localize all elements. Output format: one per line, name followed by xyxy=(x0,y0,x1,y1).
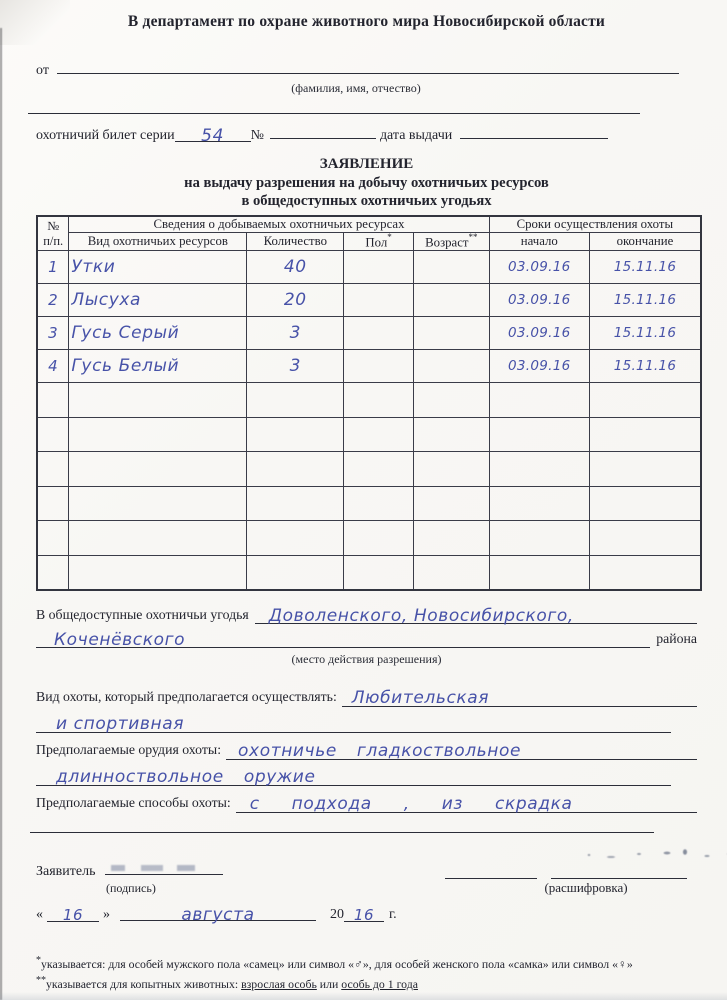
cell-quantity: 20 xyxy=(247,284,344,317)
cell-quantity: 40 xyxy=(247,251,344,284)
erased-name-smudge xyxy=(581,847,727,861)
cell-age-empty xyxy=(413,452,489,487)
cell-row-number-empty xyxy=(37,486,69,521)
cell-start-date-empty xyxy=(489,383,589,418)
methods-value: с подхода , из скрадка xyxy=(249,793,573,814)
cell-sex-empty xyxy=(344,486,414,521)
table-row-empty xyxy=(37,417,701,452)
issue-date-label: дата выдачи xyxy=(379,128,453,143)
methods-row xyxy=(36,794,697,813)
hunt-type-field-line1 xyxy=(342,688,697,707)
cell-sex xyxy=(344,251,414,284)
weapons-field-line2 xyxy=(36,767,671,786)
cell-sex-empty xyxy=(344,452,414,487)
cell-resource-type: Лысуха xyxy=(69,284,247,317)
weapons-field-line1 xyxy=(226,741,697,760)
cell-quantity-empty xyxy=(247,521,344,556)
grounds-row-1 xyxy=(36,606,697,624)
cell-age xyxy=(413,284,489,317)
decode-hint: (расшифровка) xyxy=(544,879,628,895)
cell-sex-empty xyxy=(344,521,414,556)
signature-left xyxy=(36,859,266,896)
weapons-label: Предполагаемые орудия охоты: xyxy=(36,741,222,757)
year-field xyxy=(344,906,384,922)
cell-start-date-empty xyxy=(489,486,589,521)
from-field-line xyxy=(57,58,679,74)
cell-end-date: 15.11.16 xyxy=(589,350,701,383)
cell-sex-empty xyxy=(344,555,414,590)
table-row xyxy=(37,251,701,284)
cell-sex xyxy=(344,350,414,383)
hunt-type-value-line2: и спортивная xyxy=(56,713,185,734)
grounds-row-2 xyxy=(36,630,697,648)
cell-resource-type: Гусь Серый xyxy=(69,317,247,350)
cell-quantity-empty xyxy=(247,486,344,521)
cell-resource-type: Утки xyxy=(69,251,247,284)
cell-start-date-empty xyxy=(489,555,589,590)
from-row xyxy=(36,58,697,79)
cell-end-date-empty xyxy=(589,417,701,452)
cell-age-empty xyxy=(413,383,489,418)
separator-line xyxy=(30,832,654,833)
cell-quantity-empty xyxy=(247,452,344,487)
year-value: 16 xyxy=(353,905,375,924)
col-header-start: начало xyxy=(489,233,589,251)
cell-age xyxy=(413,251,489,284)
fio-hint: (фамилия, имя, отчество) xyxy=(291,81,421,95)
col-header-end: окончание xyxy=(589,233,701,251)
ticket-row xyxy=(36,123,697,144)
grounds-value-line1: Доволенского, Новосибирского, xyxy=(268,605,574,626)
col-header-type: Вид охотничьих ресурсов xyxy=(69,233,247,251)
cell-resource-type-empty xyxy=(69,383,247,418)
cell-sex xyxy=(344,284,414,317)
grounds-field-line2 xyxy=(36,630,650,648)
cell-start-date: 03.09.16 xyxy=(489,284,589,317)
cell-end-date-empty xyxy=(589,521,701,556)
cell-sex xyxy=(344,317,414,350)
cell-start-date-empty xyxy=(489,521,589,556)
table-row xyxy=(37,284,701,317)
col-header-age: Возраст** xyxy=(413,233,489,251)
from-label: от xyxy=(36,63,49,78)
cell-end-date-empty xyxy=(589,486,701,521)
cell-start-date: 03.09.16 xyxy=(489,317,589,350)
cell-start-date-empty xyxy=(489,452,589,487)
cell-sex-empty xyxy=(344,383,414,418)
weapons-value-line2: длинноствольное оружие xyxy=(56,766,316,787)
cell-resource-type-empty xyxy=(69,521,247,556)
place-hint: (место действия разрешения) xyxy=(291,651,442,666)
month-field xyxy=(120,904,316,925)
cell-end-date: 15.11.16 xyxy=(589,317,701,350)
date-row xyxy=(36,905,697,923)
hunt-type-row-1 xyxy=(36,688,697,707)
signature-right xyxy=(445,863,687,896)
cell-age-empty xyxy=(413,521,489,556)
cell-end-date-empty xyxy=(589,555,701,590)
ticket-number-label: № xyxy=(250,128,264,143)
cell-age xyxy=(413,350,489,383)
cell-row-number: 2 xyxy=(37,284,69,317)
table-body xyxy=(37,251,701,590)
applicant-label: Заявитель xyxy=(36,863,96,879)
col-header-sex: Пол* xyxy=(344,233,414,251)
cell-resource-type: Гусь Белый xyxy=(69,350,247,383)
col-group-terms: Сроки осуществления охоты xyxy=(489,216,701,233)
hunt-type-field-line2 xyxy=(36,714,671,733)
scan-bottom-artifact xyxy=(0,992,727,1000)
quote-open: « xyxy=(36,906,43,922)
footnote-2: **указывается для копытных животных: взрослая особь или особь до 1 года xyxy=(36,975,418,992)
decode-line-2 xyxy=(551,863,687,879)
cell-resource-type-empty xyxy=(69,452,247,487)
resources-table xyxy=(36,215,702,591)
addressee-title: В департамент по охране животного мира Новосибирской области xyxy=(127,13,606,30)
footnotes xyxy=(36,953,697,993)
weapons-row-1 xyxy=(36,741,697,760)
cell-resource-type-empty xyxy=(69,417,247,452)
cell-age-empty xyxy=(413,417,489,452)
table-row-empty xyxy=(37,486,701,521)
issue-date-field xyxy=(460,123,608,139)
year-prefix: 20 xyxy=(330,906,344,922)
table-row xyxy=(37,350,701,383)
cell-resource-type-empty xyxy=(69,486,247,521)
year-suffix: г. xyxy=(389,906,397,922)
ticket-series-value: 54 xyxy=(201,126,224,146)
district-label: района xyxy=(656,630,697,646)
erased-signature-smudge xyxy=(111,865,211,871)
cell-start-date: 03.09.16 xyxy=(489,350,589,383)
weapons-value-line1: охотничье гладкоствольное xyxy=(238,740,522,761)
cell-row-number-empty xyxy=(37,452,69,487)
table-row-empty xyxy=(37,521,701,556)
cell-age-empty xyxy=(413,486,489,521)
methods-field-line xyxy=(236,794,697,813)
cell-resource-type-empty xyxy=(69,555,247,590)
application-title-line3: в общедоступных охотничьих угодьях xyxy=(241,192,492,209)
grounds-label: В общедоступные охотничьи угодья xyxy=(36,606,249,622)
cell-sex-empty xyxy=(344,417,414,452)
ticket-series-field xyxy=(175,126,251,146)
col-group-resources: Сведения о добываемых охотничьих ресурсах xyxy=(69,216,489,233)
ticket-number-field xyxy=(270,123,376,139)
hunt-type-value-line1: Любительская xyxy=(351,687,490,708)
application-title-line1: ЗАЯВЛЕНИЕ xyxy=(319,156,414,172)
application-title-line2: на выдачу разрешения на добычу охотничьих ресурсов xyxy=(184,174,549,191)
weapons-row-2 xyxy=(36,767,697,786)
cell-row-number-empty xyxy=(37,521,69,556)
cell-row-number: 4 xyxy=(37,350,69,383)
cell-quantity: 3 xyxy=(247,317,344,350)
blank-line xyxy=(28,113,640,114)
decode-line-1 xyxy=(445,863,537,879)
cell-quantity-empty xyxy=(247,555,344,590)
cell-end-date-empty xyxy=(589,383,701,418)
methods-label: Предполагаемые способы охоты: xyxy=(36,794,231,810)
day-value: 16 xyxy=(62,905,84,924)
cell-quantity-empty xyxy=(247,417,344,452)
cell-start-date-empty xyxy=(489,417,589,452)
day-field xyxy=(47,906,99,922)
table-row-empty xyxy=(37,383,701,418)
month-value: августа xyxy=(181,904,255,925)
table-row-empty xyxy=(37,452,701,487)
cell-row-number: 1 xyxy=(37,251,69,284)
ticket-series-label: охотничий билет серии xyxy=(36,128,175,143)
col-header-num: № п/п. xyxy=(37,216,69,251)
signature-line xyxy=(105,859,223,875)
hunt-type-label: Вид охоты, который предполагается осуществлять: xyxy=(36,688,337,704)
cell-quantity-empty xyxy=(247,383,344,418)
col-header-qty: Количество xyxy=(247,233,344,251)
cell-end-date: 15.11.16 xyxy=(589,251,701,284)
grounds-field-line1 xyxy=(255,606,697,624)
signature-hint: (подпись) xyxy=(106,880,156,895)
cell-row-number-empty xyxy=(37,417,69,452)
grounds-value-line2: Коченёвского xyxy=(54,629,186,650)
cell-quantity: 3 xyxy=(247,350,344,383)
cell-start-date: 03.09.16 xyxy=(489,251,589,284)
cell-row-number-empty xyxy=(37,383,69,418)
table-row-empty xyxy=(37,555,701,590)
footnote-1: *указывается: для особей мужского пола «самец» или символ «♂», для особей женского пола «самка» или символ «♀» xyxy=(36,954,633,971)
cell-age-empty xyxy=(413,555,489,590)
table-row xyxy=(37,317,701,350)
hunt-type-row-2 xyxy=(36,714,697,733)
signature-block xyxy=(36,859,697,896)
cell-row-number: 3 xyxy=(37,317,69,350)
cell-end-date: 15.11.16 xyxy=(589,284,701,317)
quote-close: » xyxy=(103,906,110,922)
cell-end-date-empty xyxy=(589,452,701,487)
cell-age xyxy=(413,317,489,350)
application-title xyxy=(36,155,697,210)
cell-row-number-empty xyxy=(37,555,69,590)
